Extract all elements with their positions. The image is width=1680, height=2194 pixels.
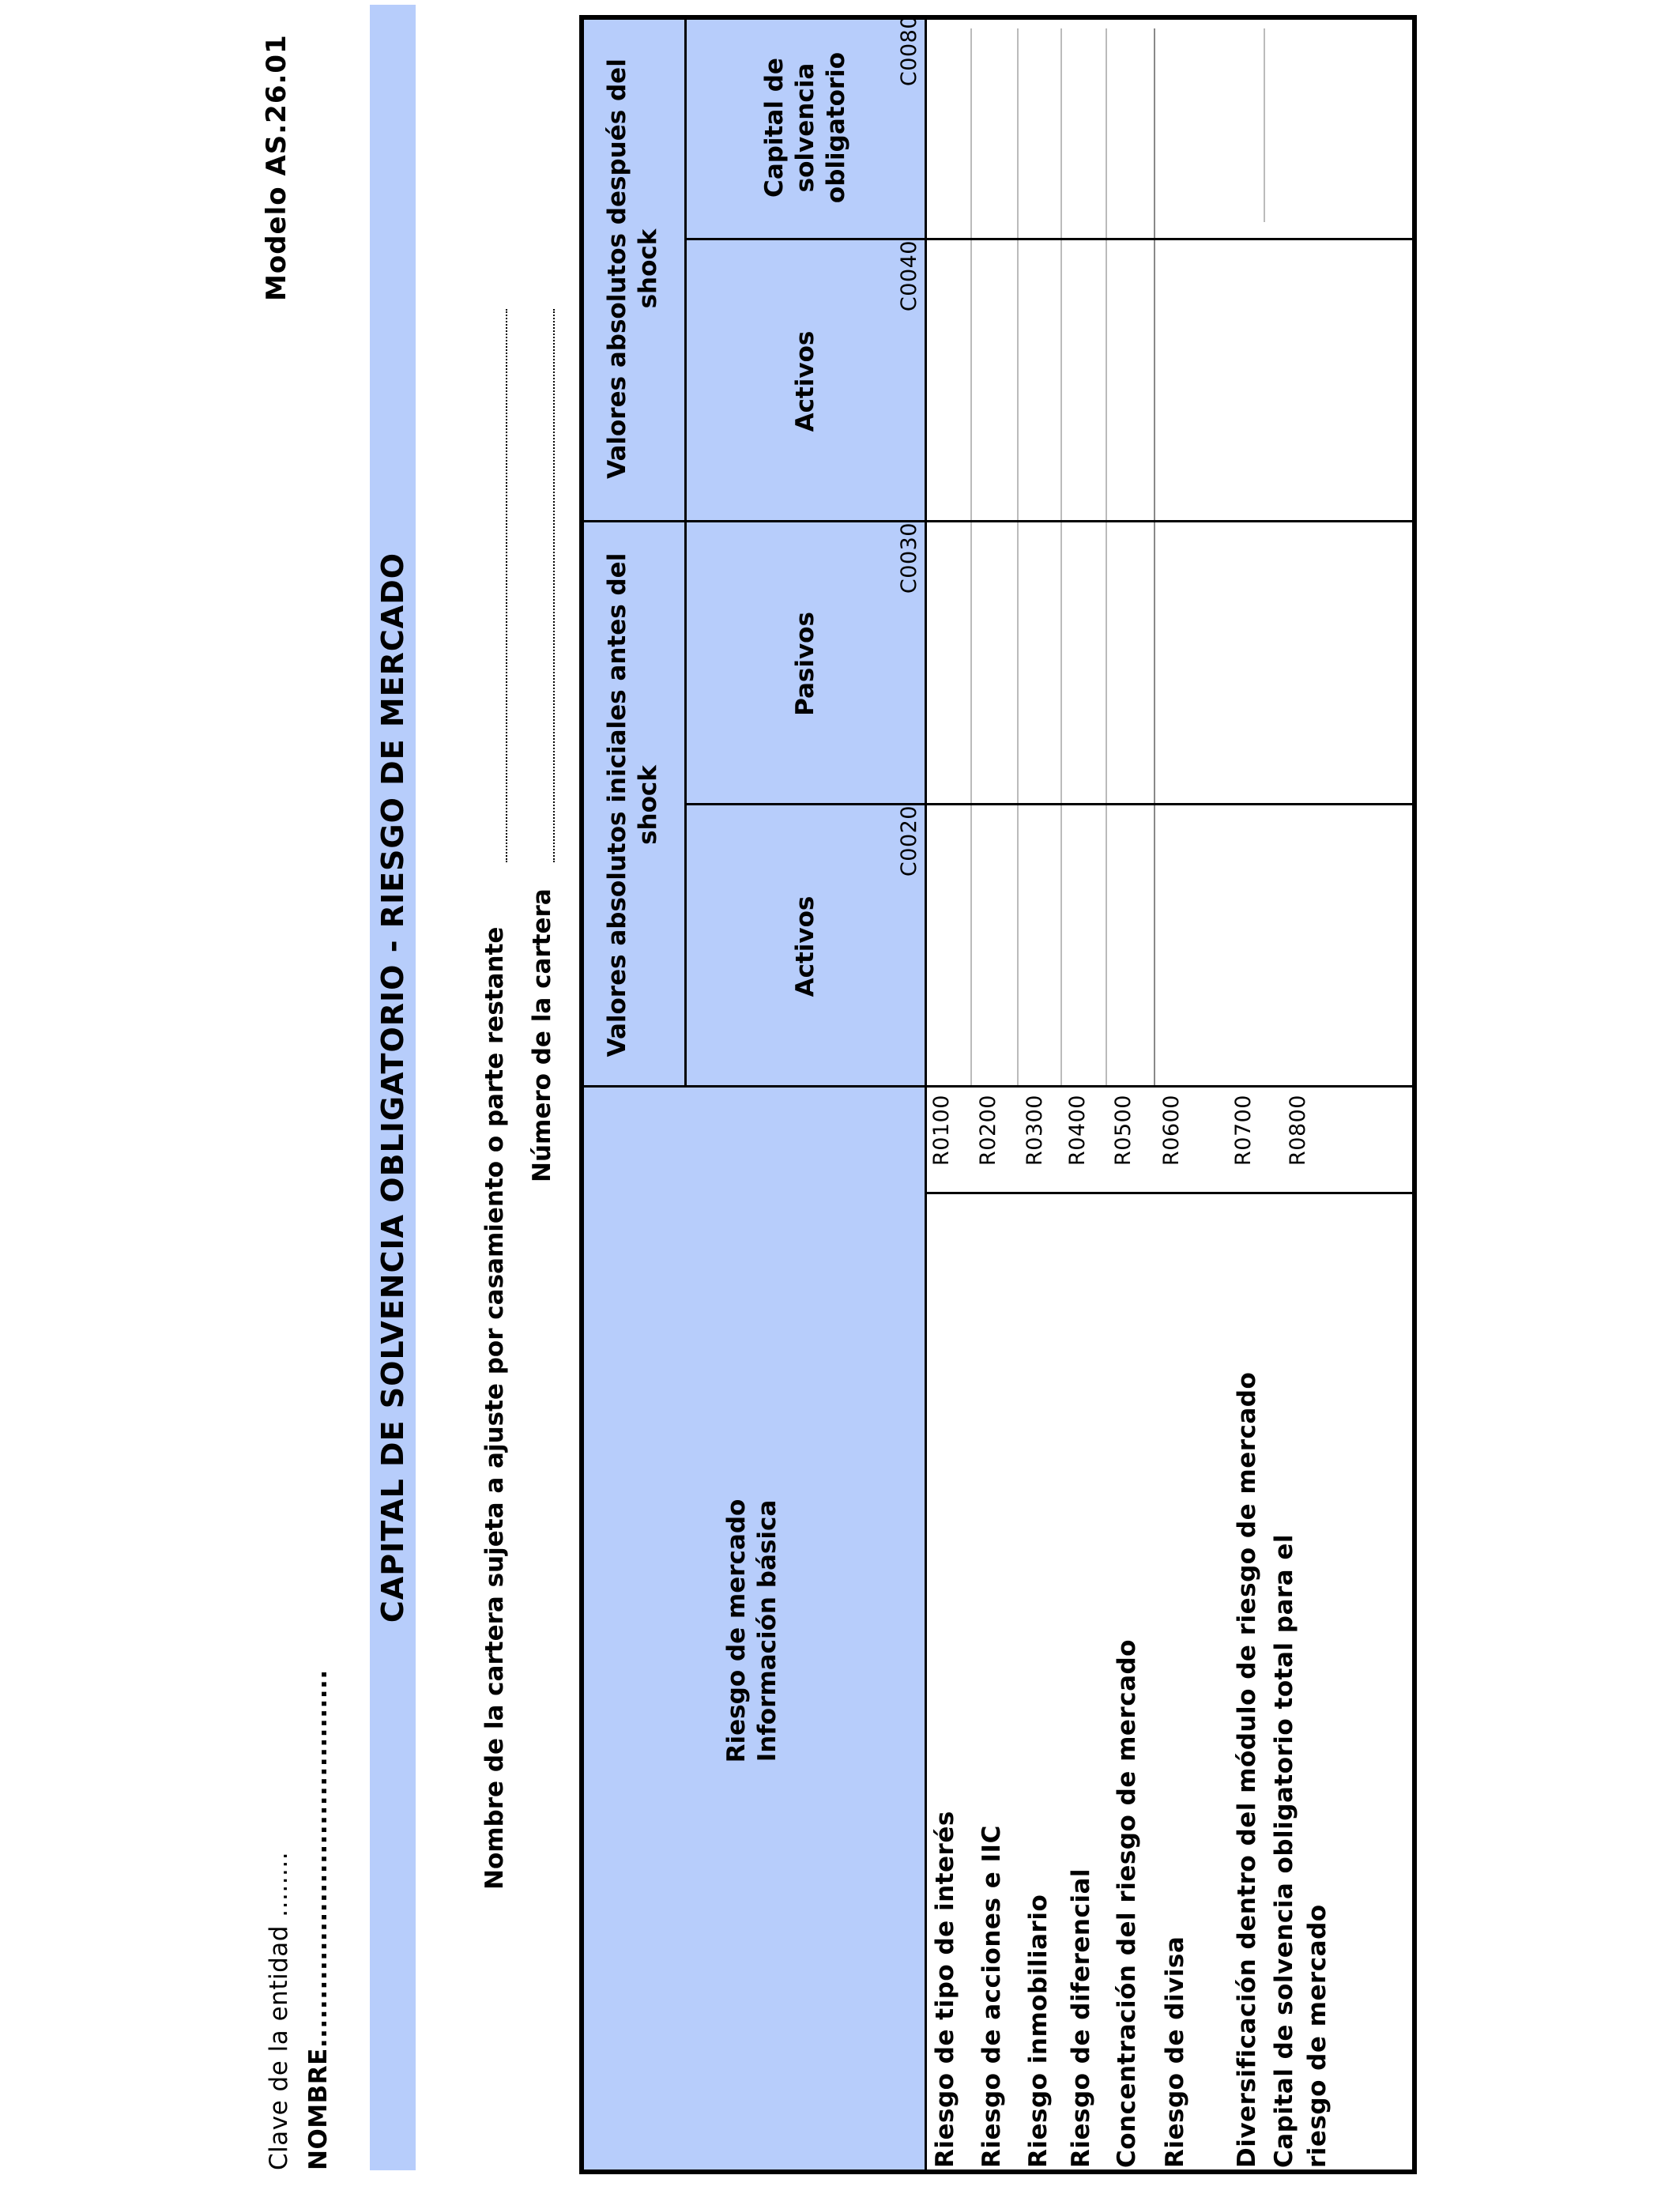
col-code-c0080: C0080 [897, 15, 921, 87]
row-code-r0700: R0700 [1231, 1095, 1256, 1166]
portfolio-number-field[interactable] [553, 309, 555, 862]
row-code-r0300: R0300 [1023, 1095, 1047, 1166]
row-label-r0500: Concentración del riesgo de mercado [1113, 1639, 1141, 2168]
col-code-c0030: C0030 [897, 522, 921, 594]
col-header-c0040: Activos [791, 330, 820, 432]
group-header-after: Valores absolutos después del shock [602, 58, 662, 479]
model-code: Modelo AS.26.01 [261, 34, 292, 301]
entity-name-label: NOMBRE....................................... [304, 1669, 333, 2170]
portfolio-name-field[interactable] [506, 309, 507, 862]
row-label-r0100: Riesgo de tipo de interés [931, 1811, 959, 2168]
row-label-r0800: Capital de solvencia obligatorio total para el riesgo de mercado [1270, 1533, 1332, 2168]
row-label-r0200: Riesgo de acciones e IIC [977, 1825, 1006, 2168]
row-code-r0400: R0400 [1065, 1095, 1090, 1166]
row-label-r0600: Riesgo de divisa [1161, 1936, 1189, 2168]
group-header-initial: Valores absolutos iniciales antes del shock [602, 552, 662, 1057]
col-code-c0040: C0040 [897, 240, 921, 312]
table-outer-border [579, 15, 1417, 2174]
row-label-r0700: Diversificación dentro del módulo de riesgo de mercado [1233, 1371, 1261, 2168]
col-header-c0030: Pasivos [791, 612, 820, 716]
row-code-r0600: R0600 [1159, 1095, 1184, 1166]
col-header-c0080: Capital de solvencia obligatorio [760, 51, 850, 204]
title-bar [370, 5, 416, 2170]
page-title: CAPITAL DE SOLVENCIA OBLIGATORIO - RIESGO DE MERCADO [375, 552, 410, 1623]
portfolio-name-label: Nombre de la cartera sujeta a ajuste por casamiento o parte restante [480, 926, 509, 1890]
entity-key-label: Clave de la entidad ........ [265, 1851, 293, 2170]
row-code-r0200: R0200 [976, 1095, 1000, 1166]
corner-title-line2: Información básica [753, 1499, 782, 1762]
portfolio-number-label: Número de la cartera [528, 888, 556, 1182]
col-code-c0020: C0020 [897, 805, 921, 877]
col-header-c0020: Activos [791, 895, 820, 997]
market-risk-table [579, 15, 1417, 2174]
row-label-r0300: Riesgo inmobiliario [1024, 1894, 1053, 2168]
row-code-r0500: R0500 [1111, 1095, 1136, 1166]
corner-title-line1: Riesgo de mercado [722, 1498, 751, 1763]
row-code-r0100: R0100 [929, 1095, 954, 1166]
row-code-r0800: R0800 [1286, 1095, 1310, 1166]
row-label-r0400: Riesgo de diferencial [1067, 1868, 1095, 2168]
